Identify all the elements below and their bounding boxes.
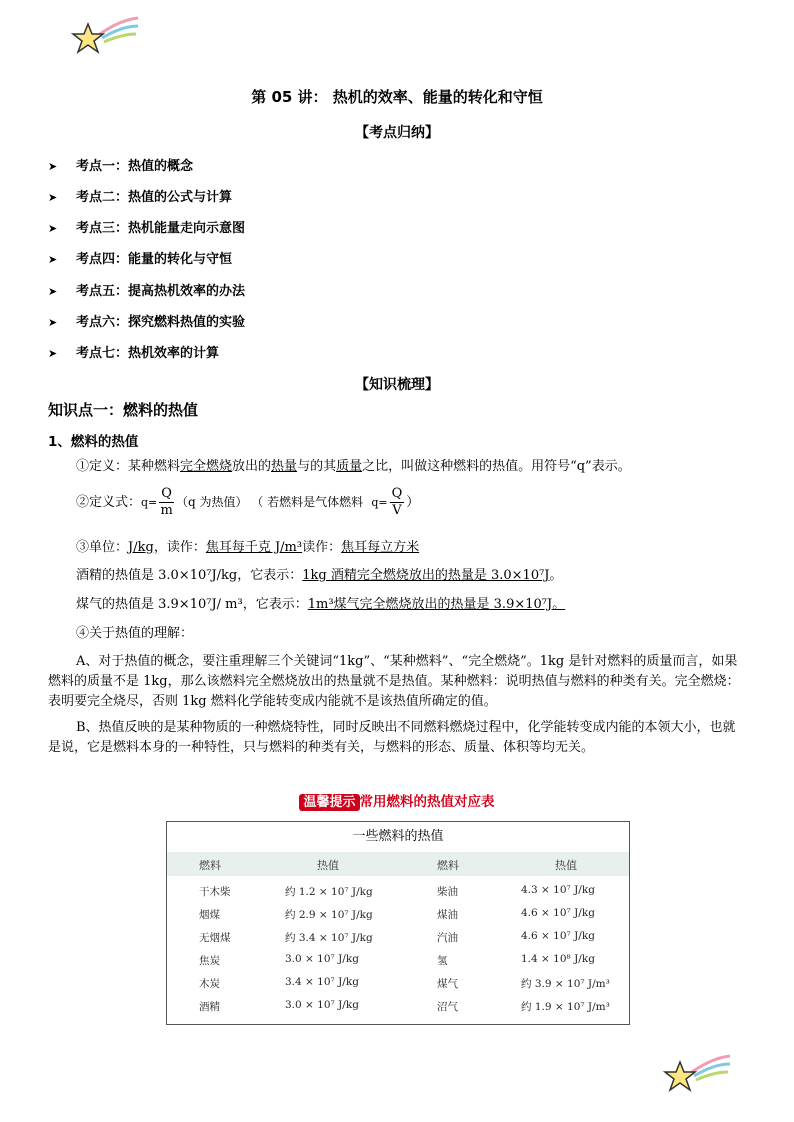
gas-line: [76, 595, 565, 615]
table-cell: 沼气: [437, 1001, 458, 1013]
text: q=: [371, 496, 388, 509]
text: （q 为热值） （ 若燃料是气体燃料: [175, 495, 364, 509]
table-cell: 无烟煤: [199, 932, 231, 944]
list-item: ➤ 考点六：探究燃料热值的实验: [48, 315, 246, 330]
definition-line: [76, 457, 631, 477]
knowledge-point-heading: 知识点一：燃料的热值: [48, 401, 199, 419]
table-cell: 4.6 × 10⁷ J/kg: [521, 930, 595, 942]
numerator: Q: [161, 486, 172, 501]
table-cell: 约 3.4 × 10⁷ J/kg: [285, 932, 373, 944]
text: 之比，叫做这种燃料的热值。用符号“q”表示。: [362, 459, 631, 474]
text: 1kg 酒精完全燃烧放出的热量是 3.0×10⁷J: [302, 568, 550, 583]
text: ，读作：: [153, 540, 206, 555]
table-cell: 约 3.9 × 10⁷ J/m³: [521, 978, 610, 990]
table-cell: 煤气: [437, 978, 458, 990]
text: J/kg: [128, 540, 154, 555]
table-cell: 约 2.9 × 10⁷ J/kg: [285, 909, 373, 921]
text: ）: [406, 495, 420, 510]
text: 1m³煤气完全燃烧放出的热量是 3.9×10⁷J。: [307, 597, 566, 612]
table-cell: 氢: [437, 955, 448, 967]
table-title: 一些燃料的热值: [352, 829, 444, 844]
star-decoration-icon: [662, 1052, 732, 1100]
table-cell: 3.0 × 10⁷ J/kg: [285, 953, 359, 965]
text: ①定义：某种燃料: [76, 459, 181, 474]
alcohol-line: [76, 566, 563, 586]
text: ③单位：: [76, 540, 129, 555]
table-cell: 酒精: [199, 1001, 220, 1013]
star-decoration-icon: [70, 14, 140, 62]
table-cell: 煤油: [437, 909, 458, 921]
text: 。: [549, 568, 563, 583]
list-item: ➤ 考点七：热机效率的计算: [48, 346, 220, 361]
text: 读作：: [302, 540, 342, 555]
table-cell: 1.4 × 10⁸ J/kg: [521, 953, 595, 965]
list-item: ➤ 考点四：能量的转化与守恒: [48, 252, 233, 267]
table-cell: 4.3 × 10⁷ J/kg: [521, 884, 595, 896]
section-knowledge-heading: 【知识梳理】: [355, 377, 439, 393]
list-item: ➤ 考点五：提高热机效率的办法: [48, 284, 246, 299]
point-label: 考点二：热值的公式与计算: [76, 190, 233, 205]
table-row: [167, 953, 629, 976]
table-cell: 烟煤: [199, 909, 220, 921]
text: 质量: [336, 459, 363, 474]
denominator: V: [392, 503, 402, 518]
fuel-heat-table: [166, 821, 630, 1025]
subsection-heading: 1、燃料的热值: [48, 434, 139, 450]
table-row: [167, 999, 629, 1022]
list-item: ➤ 考点二：热值的公式与计算: [48, 190, 233, 205]
tip-badge: 温馨提示: [299, 794, 359, 811]
section-points-heading: 【考点归纳】: [355, 125, 439, 141]
understanding-heading: ④关于热值的理解：: [76, 626, 194, 641]
paragraph-b: B、热值反映的是某种物质的一种燃烧特性，同时反映出不同燃料燃烧过程中，化学能转变成内能的本领大小，也就是说，它是燃料本身的一种特性，只与燃料的种类有关，与燃料的形态、质量、体积等均无关。: [48, 720, 736, 755]
text: 煤气的热值是 3.9×10⁷J/ m³，它表示：: [76, 597, 308, 612]
tip-text: 常用燃料的热值对应表: [359, 794, 495, 810]
paragraph-a: A、对于热值的概念，要注重理解三个关键词“1kg”、“某种燃料”、“完全燃烧”。1kg 是针对燃料的质量而言，如果燃料的质量不是 1kg，那么该燃料完全燃烧放出的热量就不是热值。某种燃料：说明热值与燃料的种类有关。完全燃烧：表明要完全烧尽，否则 1kg 燃料化学能转变成内能就不是该热值所确定的值。: [48, 654, 740, 709]
fraction: [159, 486, 174, 519]
table-cell: 约 1.2 × 10⁷ J/kg: [285, 886, 373, 898]
tip-heading: [0, 790, 794, 810]
point-label: 考点一：热值的概念: [76, 159, 194, 174]
point-label: 考点五：提高热机效率的办法: [76, 284, 246, 299]
list-item: ➤ 考点三：热机能量走向示意图: [48, 221, 246, 236]
table-cell: 柴油: [437, 886, 458, 898]
point-label: 考点七：热机效率的计算: [76, 346, 220, 361]
table-cell: 焦炭: [199, 955, 220, 967]
table-row: [167, 884, 629, 907]
text: q=: [141, 496, 158, 509]
table-row: [167, 930, 629, 953]
text: 酒精的热值是 3.0×10⁷J/kg，它表示：: [76, 568, 303, 583]
text: 焦耳每立方米: [341, 540, 420, 555]
table-row: [167, 907, 629, 930]
text: 与的其: [297, 459, 337, 474]
page-title: 第 05 讲： 热机的效率、能量的转化和守恒: [251, 88, 543, 106]
table-cell: 3.0 × 10⁷ J/kg: [285, 999, 359, 1011]
table-cell: 约 1.9 × 10⁷ J/m³: [521, 1001, 610, 1013]
point-label: 考点六：探究燃料热值的实验: [76, 315, 246, 330]
table-cell: 木炭: [199, 978, 220, 990]
text: ②定义式：: [76, 495, 142, 510]
fraction: [390, 486, 405, 519]
text: 完全燃烧: [180, 459, 233, 474]
table-row: [167, 976, 629, 999]
table-cell: 汽油: [437, 932, 458, 944]
numerator: Q: [391, 486, 403, 501]
column-header: 热值: [317, 859, 339, 872]
list-item: ➤ 考点一：热值的概念: [48, 159, 194, 174]
column-header: 燃料: [199, 859, 221, 872]
table-cell: 干木柴: [199, 886, 231, 898]
table-cell: 3.4 × 10⁷ J/kg: [285, 976, 359, 988]
point-label: 考点三：热机能量走向示意图: [76, 221, 246, 236]
text: 放出的: [232, 459, 272, 474]
table-cell: 4.6 × 10⁷ J/kg: [521, 907, 595, 919]
point-label: 考点四：能量的转化与守恒: [76, 252, 233, 267]
text: 热量: [271, 459, 298, 474]
formula-line: [76, 486, 419, 519]
denominator: m: [160, 503, 173, 518]
column-header: 燃料: [437, 859, 459, 872]
table-header: [167, 852, 629, 876]
column-header: 热值: [555, 859, 577, 872]
text: 焦耳每千克 J/m³: [205, 540, 303, 555]
unit-line: [76, 538, 419, 558]
